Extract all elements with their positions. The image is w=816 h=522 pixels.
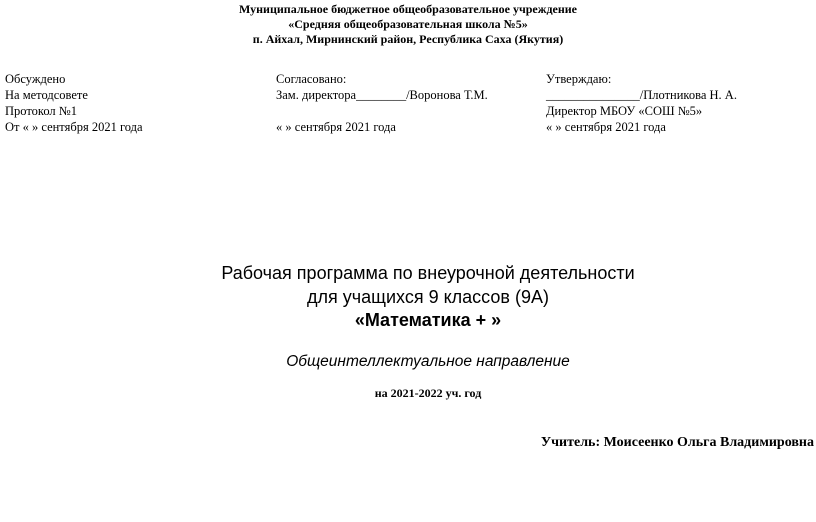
approved-date: « » сентября 2021 года: [546, 120, 666, 134]
discussed-block: [5, 71, 143, 135]
discussed-label: Обсуждено: [5, 72, 66, 86]
agreed-date: « » сентября 2021 года: [276, 120, 396, 134]
spacer: [276, 103, 488, 119]
approved-block: [546, 71, 737, 135]
director-signature: _______________/Плотникова Н. А.: [546, 88, 737, 102]
methodical-council: На методсовете: [5, 88, 88, 102]
program-title-line-1: Рабочая программа по внеурочной деятельности: [221, 263, 635, 283]
teacher-name: Учитель: Моисеенко Ольга Владимировна: [540, 435, 814, 450]
agreed-block: [276, 71, 488, 135]
program-title-line-2: для учащихся 9 классов (9А): [307, 287, 549, 307]
deputy-director-signature: Зам. директора________/Воронова Т.М.: [276, 88, 488, 102]
discussed-date: От « » сентября 2021 года: [5, 120, 143, 134]
school-header-line-2: «Средняя общеобразовательная школа №5»: [288, 17, 528, 31]
agreed-label: Согласовано:: [276, 72, 347, 86]
approved-label: Утверждаю:: [546, 72, 612, 86]
director-title: Директор МБОУ «СОШ №5»: [546, 104, 703, 118]
school-header-line-1: Муниципальное бюджетное общеобразовательное учреждение: [238, 2, 578, 16]
protocol-number: Протокол №1: [5, 104, 77, 118]
school-header-line-3: п. Айхал, Мирнинский район, Республика Саха (Якутия): [252, 32, 564, 46]
academic-year: на 2021-2022 уч. год: [374, 386, 482, 400]
program-direction: Общеинтеллектуальное направление: [286, 353, 570, 370]
program-title-course: «Математика + »: [354, 310, 502, 330]
